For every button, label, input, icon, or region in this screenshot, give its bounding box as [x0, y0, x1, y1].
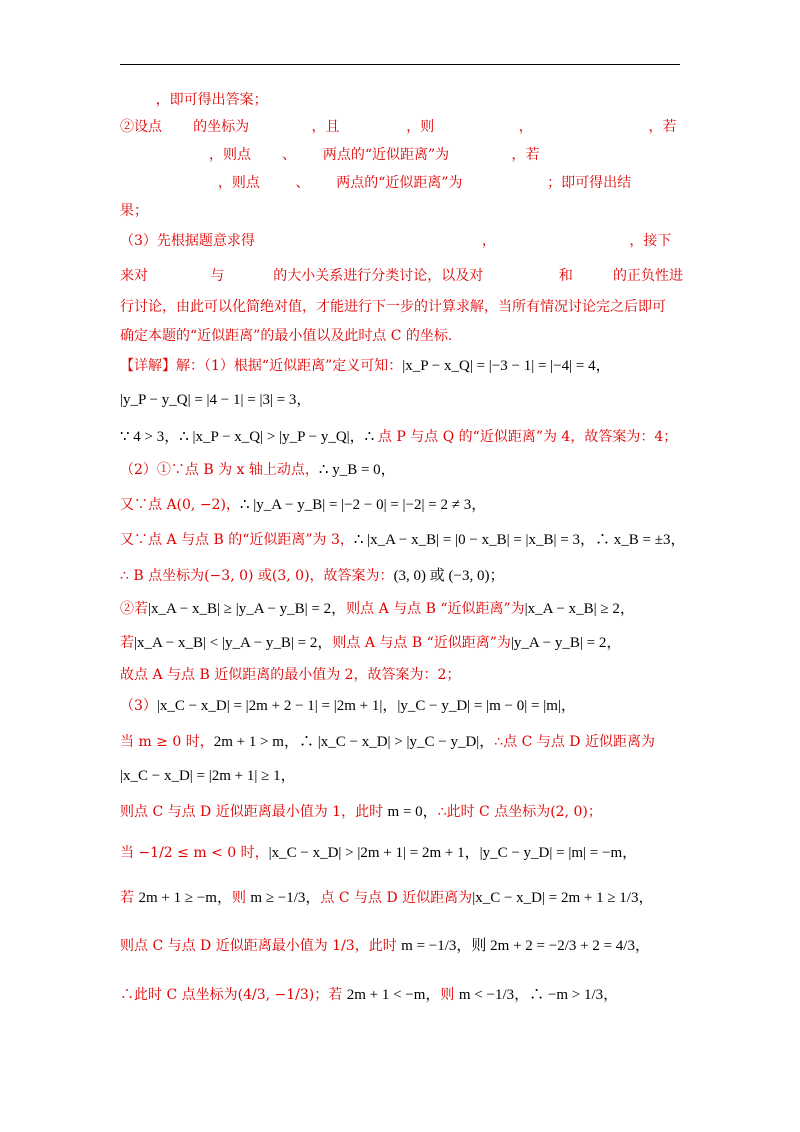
text-segment: 则点 A 与点 B “近似距离”为 [346, 601, 525, 617]
text-segment: 又∵点 A(0, −2)， [120, 497, 240, 513]
text-segment: 当 −1/2 ≤ m < 0 时， [120, 845, 269, 861]
math-expression: |x_C − x_D| = 2m + 1 ≥ 1/3， [472, 890, 654, 906]
math-expression: |x_P − x_Q| = |−3 − 1| = |−4| = 4， [402, 358, 611, 374]
math-expression: 2m + 1 < −m， [346, 987, 441, 1003]
text-segment: 解：（1）根据“近似距离”定义可知： [176, 358, 403, 374]
math-expression: (3, 0) 或 (−3, 0)； [393, 568, 505, 584]
text-line [120, 297, 666, 317]
text-segment: 则点 C 与点 D 近似距离最小值为 1/3，此时 [120, 938, 402, 954]
text-segment: ②若 [120, 601, 148, 617]
math-expression: m < −1/3，∴ −m > 1/3， [458, 987, 619, 1003]
text-segment: （2）①∵点 B 为 x 轴上动点， [120, 462, 319, 478]
text-line [120, 90, 268, 110]
math-expression: |x_A − x_B| ≥ 2， [524, 601, 635, 617]
math-expression: |x_A − x_B| ≥ |y_A − y_B| = 2， [148, 601, 347, 617]
text-segment: ，即可得出答案； [120, 92, 268, 108]
math-expression: m ≥ −1/3， [250, 890, 321, 906]
text-line [120, 633, 621, 653]
text-line [120, 665, 460, 685]
math-expression: ∵ 4 > 3，∴ |x_P − x_Q| > |y_P − y_Q|，∴ [120, 429, 378, 445]
text-line [120, 843, 637, 863]
text-line [120, 732, 655, 752]
text-segment: 则点 C 与点 D 近似距离最小值为 1，此时 [120, 804, 388, 820]
text-line [120, 201, 148, 221]
text-line [120, 231, 671, 251]
math-expression: ∴ |y_A − y_B| = |−2 − 0| = |−2| = 2 ≠ 3， [239, 497, 487, 513]
text-line [120, 495, 486, 515]
text-line [120, 530, 685, 550]
text-line [120, 460, 396, 480]
math-expression: |x_C − x_D| = |2m + 1| ≥ 1， [120, 768, 296, 784]
text-segment: 行讨论，由此可以化简绝对值，才能进行下一步的计算求解，当所有情况讨论完之后即可 [120, 299, 666, 315]
text-line [120, 117, 676, 137]
text-line [120, 427, 677, 447]
text-segment: ，则点 、 两点的“近似距离”为 ，若 [120, 147, 540, 163]
text-segment: （3）先根据题意求得 ， ，接下 [120, 233, 672, 249]
text-segment: 果； [120, 203, 148, 219]
text-segment: ∴点 C 与点 D 近似距离为 [494, 734, 655, 750]
text-segment: 点 P 与点 Q 的“近似距离”为 4，故答案为：4； [377, 429, 678, 445]
text-segment: （3） [120, 698, 157, 714]
text-line [120, 766, 296, 786]
math-expression: |x_C − x_D| = |2m + 2 − 1| = |2m + 1|，|y_C − y_D| = |m − 0| = |m|， [156, 698, 576, 714]
text-line [120, 985, 618, 1005]
math-expression: |y_P − y_Q| = |4 − 1| = |3| = 3， [120, 392, 312, 408]
text-segment: ∴此时 C 点坐标为(4/3, −1/3)；若 [120, 987, 347, 1003]
text-segment: ②设点 的坐标为 ，且 ，则 ， ，若 [120, 119, 677, 135]
text-line [120, 390, 311, 410]
text-line [120, 566, 505, 586]
text-segment: 则点 A 与点 B “近似距离”为 [332, 635, 511, 651]
text-segment: ∴ B 点坐标为(−3, 0) 或(3, 0)，故答案为： [120, 568, 394, 584]
math-expression: 2m + 1 ≥ −m， [138, 890, 232, 906]
math-expression: m = 0， [387, 804, 438, 820]
text-line [120, 356, 611, 376]
text-segment: 点 C 与点 D 近似距离为 [320, 890, 473, 906]
math-expression: ∴ y_B = 0， [318, 462, 396, 478]
header-rule [120, 64, 680, 65]
text-segment: 确定本题的“近似距离”的最小值以及此时点 C 的坐标. [120, 328, 453, 344]
text-segment: 来对 与 的大小关系进行分类讨论，以及对 和 的正负性进 [120, 268, 683, 284]
math-expression: |x_C − x_D| > |2m + 1| = 2m + 1，|y_C − y_D| = |m| = −m， [268, 845, 638, 861]
text-segment: 则 [231, 890, 251, 906]
text-line [120, 173, 631, 193]
text-segment: 则 [440, 987, 459, 1003]
text-line [120, 145, 539, 165]
text-line [120, 936, 650, 956]
math-expression: 2m + 1 > m，∴ |x_C − x_D| > |y_C − y_D|， [213, 734, 495, 750]
math-expression: m = −1/3，则 2m + 2 = −2/3 + 2 = 4/3， [401, 938, 650, 954]
text-segment: 又∵点 A 与点 B 的“近似距离”为 3， [120, 532, 354, 548]
text-line [120, 599, 635, 619]
text-line [120, 326, 452, 346]
text-segment: ，则点 、 两点的“近似距离”为 ；即可得出结 [120, 175, 632, 191]
text-line [120, 266, 683, 286]
text-line [120, 802, 602, 822]
text-segment: 故点 A 与点 B 近似距离的最小值为 2，故答案为：2； [120, 667, 461, 683]
math-expression: |y_A − y_B| = 2， [510, 635, 622, 651]
text-segment: 【详解】 [120, 358, 176, 374]
text-line [120, 696, 576, 716]
text-segment: 若 [120, 635, 134, 651]
text-segment: 若 [120, 890, 139, 906]
text-line [120, 888, 653, 908]
math-expression: |x_A − x_B| < |y_A − y_B| = 2， [134, 635, 333, 651]
math-expression: ∴ |x_A − x_B| = |0 − x_B| = |x_B| = 3，∴ x_B = ±3， [353, 532, 686, 548]
text-segment: 当 m ≥ 0 时， [120, 734, 214, 750]
text-segment: ∴此时 C 点坐标为(2, 0)； [437, 804, 602, 820]
